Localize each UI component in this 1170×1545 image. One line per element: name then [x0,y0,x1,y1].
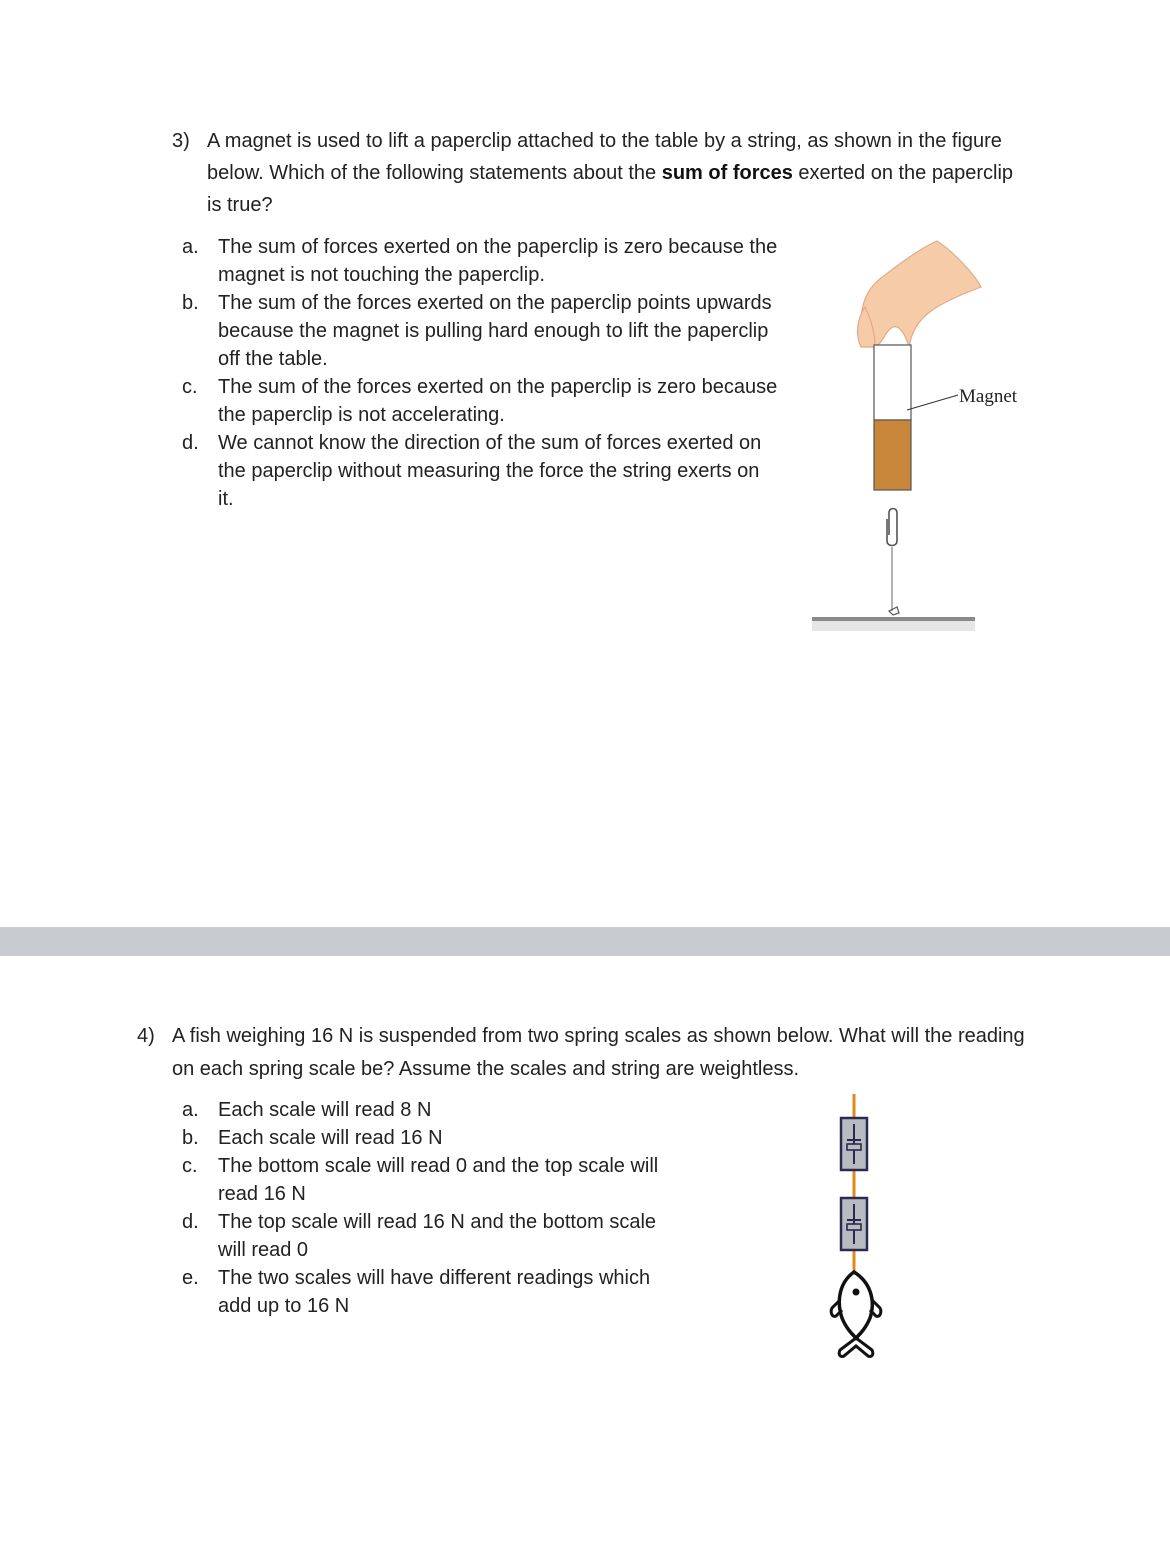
spring-scale-icon [841,1198,867,1250]
option-text: Each scale will read 16 N [218,1127,443,1149]
option-text: The sum of the forces exerted on the paperclip is zero because the paperclip is not accelerating. [218,376,778,426]
option-label: d. [182,1211,199,1233]
option-label: b. [182,1127,199,1149]
option-text: The sum of forces exerted on the paperclip is zero because the magnet is not touching the paperclip. [218,236,778,286]
option-text: The top scale will read 16 N and the bottom scale will read 0 [218,1211,657,1261]
page-divider [0,927,1170,956]
option-text: The two scales will have different readings which add up to 16 N [218,1267,651,1317]
question-3-prompt [207,125,1027,221]
option-label: c. [182,376,198,398]
question-3-prompt-part-2: exerted on the paperclip is true? [207,162,1014,216]
question-4-number: 4) [137,1025,155,1047]
hand-icon [861,241,981,347]
magnet-paperclip-figure [805,235,1045,645]
table [812,617,975,621]
option-text: The sum of the forces exerted on the paperclip points upwards because the magnet is pulling hard enough to lift the paperclip off the table. [218,292,772,370]
worksheet-page-2 [0,956,1170,1545]
option-label: b. [182,292,199,314]
question-3-prompt-part-1: A magnet is used to lift a paperclip attached to the table by a string, as shown in the figure below. Which of the following statements about the [207,130,1002,184]
option-label: e. [182,1267,199,1289]
option-label: a. [182,1099,199,1121]
magnet-top-half [874,345,911,420]
paperclip-icon [887,509,897,546]
question-4-prompt: A fish weighing 16 N is suspended from two spring scales as shown below. What will the reading on each spring scale be? Assume the scales and string are weightless. [172,1025,1025,1080]
option-text: We cannot know the direction of the sum of forces exerted on the paperclip without measuring the force the string exerts on it. [218,432,762,510]
magnet-bottom-half [874,420,911,490]
option-label: a. [182,236,199,258]
question-3-number: 3) [172,130,190,152]
question-3-prompt-bold: sum of forces [661,162,793,184]
option-text: Each scale will read 8 N [218,1099,432,1121]
magnet-label: Magnet [959,386,1018,407]
fish-icon [831,1272,881,1357]
spring-scale-icon [841,1118,867,1170]
option-label: c. [182,1155,198,1177]
option-label: d. [182,432,199,454]
spring-scales-fish-figure [810,1094,900,1374]
option-text: The bottom scale will read 0 and the top scale will read 16 N [218,1155,659,1205]
